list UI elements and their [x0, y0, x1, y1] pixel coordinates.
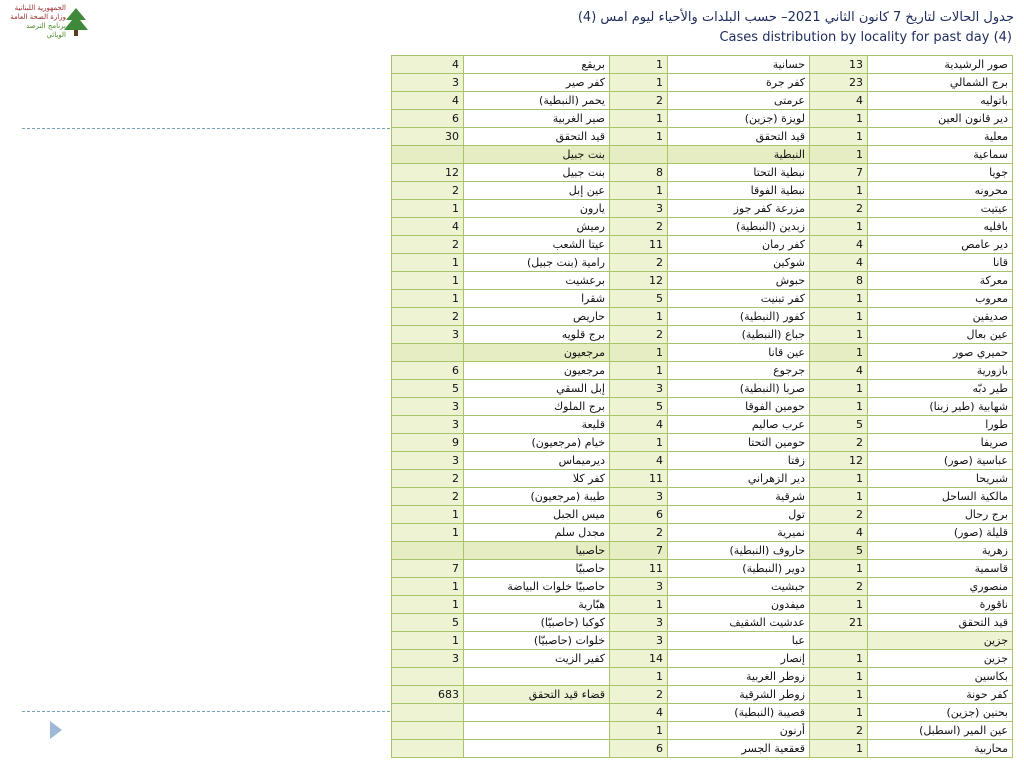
group1-count	[810, 632, 868, 650]
group2-count: 6	[610, 506, 668, 524]
group1-locality: قانا	[868, 254, 1013, 272]
group1-locality: شبريحا	[868, 470, 1013, 488]
group2-locality: صربا (النبطية)	[668, 380, 810, 398]
group1-locality: دير عامص	[868, 236, 1013, 254]
group1-locality: عين المير (اسطبل)	[868, 722, 1013, 740]
group2-count: 5	[610, 398, 668, 416]
group1-count: 2	[810, 200, 868, 218]
group1-locality: معركة	[868, 272, 1013, 290]
group3-count: 5	[392, 380, 464, 398]
group1-count: 4	[810, 236, 868, 254]
group3-count	[392, 722, 464, 740]
group1-locality: جزين	[868, 650, 1013, 668]
group3-count: 3	[392, 326, 464, 344]
group3-count: 6	[392, 362, 464, 380]
group3-locality	[464, 740, 610, 758]
group1-count: 2	[810, 578, 868, 596]
group2-count: 1	[610, 344, 668, 362]
group3-locality: برج قلويه	[464, 326, 610, 344]
group2-locality: حاروف (النبطية)	[668, 542, 810, 560]
group2-count: 3	[610, 632, 668, 650]
group1-count: 1	[810, 668, 868, 686]
table-row	[392, 488, 1013, 506]
table-row	[392, 380, 1013, 398]
group2-locality: حومين التحتا	[668, 434, 810, 452]
group3-count: 1	[392, 272, 464, 290]
table-row	[392, 524, 1013, 542]
table-row	[392, 218, 1013, 236]
title-english: Cases distribution by locality for past day (4)	[719, 30, 1012, 45]
group2-count: 1	[610, 74, 668, 92]
group1-locality: صديقين	[868, 308, 1013, 326]
group3-count: 2	[392, 488, 464, 506]
group3-locality: عيتا الشعب	[464, 236, 610, 254]
table-row	[392, 740, 1013, 758]
group3-locality: ميس الجبل	[464, 506, 610, 524]
group1-count: 1	[810, 470, 868, 488]
group1-count: 1	[810, 488, 868, 506]
group3-count: 2	[392, 308, 464, 326]
group2-count: 1	[610, 56, 668, 74]
group1-count: 1	[810, 344, 868, 362]
table-row	[392, 506, 1013, 524]
group1-locality: صور الرشيدية	[868, 56, 1013, 74]
table-row	[392, 326, 1013, 344]
group1-locality: عين بعال	[868, 326, 1013, 344]
group2-count: 8	[610, 164, 668, 182]
group3-count: 1	[392, 200, 464, 218]
group2-count: 11	[610, 470, 668, 488]
group1-count: 1	[810, 740, 868, 758]
group2-locality: حومين الفوقا	[668, 398, 810, 416]
group3-count: 1	[392, 506, 464, 524]
table-row	[392, 74, 1013, 92]
group2-count: 11	[610, 236, 668, 254]
logo-line-1: الجمهورية اللبنانية	[14, 4, 66, 12]
group1-locality: بافليه	[868, 218, 1013, 236]
group1-count: 1	[810, 308, 868, 326]
slide-arrow-icon	[50, 721, 62, 739]
group2-locality: تول	[668, 506, 810, 524]
group1-count: 1	[810, 704, 868, 722]
table-row	[392, 182, 1013, 200]
group1-count: 1	[810, 650, 868, 668]
group3-count: 3	[392, 398, 464, 416]
group1-count: 1	[810, 326, 868, 344]
group1-count: 1	[810, 128, 868, 146]
group1-locality: كفر حونة	[868, 686, 1013, 704]
table-row	[392, 308, 1013, 326]
group3-locality: عين إبل	[464, 182, 610, 200]
group1-locality: عيتيت	[868, 200, 1013, 218]
group2-count: 3	[610, 578, 668, 596]
group3-count: 2	[392, 236, 464, 254]
table-row	[392, 722, 1013, 740]
group2-locality: زفتا	[668, 452, 810, 470]
group1-locality: شهابية (طير زبنا)	[868, 398, 1013, 416]
group2-locality: زبدين (النبطية)	[668, 218, 810, 236]
table-row	[392, 128, 1013, 146]
table-row	[392, 560, 1013, 578]
group1-locality: بكاسين	[868, 668, 1013, 686]
group2-locality: عرب صاليم	[668, 416, 810, 434]
group2-count: 4	[610, 452, 668, 470]
group1-locality: بحنين (جزين)	[868, 704, 1013, 722]
group1-count: 2	[810, 434, 868, 452]
group3-count: 3	[392, 416, 464, 434]
group1-count: 12	[810, 452, 868, 470]
group3-count: 4	[392, 218, 464, 236]
group1-count: 2	[810, 506, 868, 524]
group3-locality: بنت جبيل	[464, 164, 610, 182]
group1-count: 1	[810, 182, 868, 200]
group2-count: 3	[610, 200, 668, 218]
group1-count: 21	[810, 614, 868, 632]
group2-locality: دير الزهراني	[668, 470, 810, 488]
group1-locality: معروب	[868, 290, 1013, 308]
group1-count: 1	[810, 290, 868, 308]
table-row	[392, 272, 1013, 290]
group2-count: 1	[610, 596, 668, 614]
group3-locality: مرجعيون	[464, 362, 610, 380]
group2-locality: شرقية	[668, 488, 810, 506]
group3-locality: شقرا	[464, 290, 610, 308]
group1-count: 5	[810, 416, 868, 434]
table-row	[392, 542, 1013, 560]
group1-locality: ناقورة	[868, 596, 1013, 614]
table-row	[392, 344, 1013, 362]
group1-count: 5	[810, 542, 868, 560]
group1-locality: قيد التحقق	[868, 614, 1013, 632]
group2-count: 1	[610, 668, 668, 686]
group3-count: 1	[392, 524, 464, 542]
group2-locality: دوير (النبطية)	[668, 560, 810, 578]
group2-count: 14	[610, 650, 668, 668]
group2-locality: قصيبة (النبطية)	[668, 704, 810, 722]
group2-count: 1	[610, 110, 668, 128]
group2-locality: قيد التحقق	[668, 128, 810, 146]
group3-locality: خيام (مرجعيون)	[464, 434, 610, 452]
group3-count: 9	[392, 434, 464, 452]
group3-count	[392, 704, 464, 722]
group2-count: 3	[610, 614, 668, 632]
group3-locality: برج الملوك	[464, 398, 610, 416]
group1-count: 4	[810, 92, 868, 110]
group1-locality: حميري صور	[868, 344, 1013, 362]
group3-count	[392, 344, 464, 362]
group3-count: 12	[392, 164, 464, 182]
group3-count: 1	[392, 632, 464, 650]
group1-count: 4	[810, 524, 868, 542]
group1-count: 1	[810, 560, 868, 578]
group1-locality: محاربية	[868, 740, 1013, 758]
group1-count: 1	[810, 110, 868, 128]
table-row	[392, 290, 1013, 308]
group1-locality: معلية	[868, 128, 1013, 146]
group2-locality: جباع (النبطية)	[668, 326, 810, 344]
group2-count	[610, 146, 668, 164]
group2-locality: عين قانا	[668, 344, 810, 362]
group1-locality: محرونه	[868, 182, 1013, 200]
group1-locality: برج الشمالي	[868, 74, 1013, 92]
table-row	[392, 236, 1013, 254]
group3-locality: حاريص	[464, 308, 610, 326]
table-row	[392, 416, 1013, 434]
table-row	[392, 704, 1013, 722]
group1-count: 13	[810, 56, 868, 74]
group3-locality: كفر صير	[464, 74, 610, 92]
group3-count: 3	[392, 650, 464, 668]
group1-count: 1	[810, 398, 868, 416]
group1-count: 1	[810, 218, 868, 236]
group3-count: 5	[392, 614, 464, 632]
group2-count: 6	[610, 740, 668, 758]
group2-locality: إنصار	[668, 650, 810, 668]
group3-count: 1	[392, 578, 464, 596]
table-row	[392, 434, 1013, 452]
table-row	[392, 596, 1013, 614]
group3-locality: يارون	[464, 200, 610, 218]
group2-count: 12	[610, 272, 668, 290]
group3-locality: مجدل سلم	[464, 524, 610, 542]
group3-locality: هبّارية	[464, 596, 610, 614]
group2-locality: عبا	[668, 632, 810, 650]
group3-count	[392, 542, 464, 560]
group1-locality: عباسية (صور)	[868, 452, 1013, 470]
group1-locality: زهرية	[868, 542, 1013, 560]
group3-locality: قيد التحقق	[464, 128, 610, 146]
group2-locality: جبشيت	[668, 578, 810, 596]
group3-locality	[464, 668, 610, 686]
group3-locality: قليعة	[464, 416, 610, 434]
table-row	[392, 398, 1013, 416]
group2-count: 3	[610, 380, 668, 398]
table-row	[392, 578, 1013, 596]
group2-locality: كفور (النبطية)	[668, 308, 810, 326]
group3-locality: رميش	[464, 218, 610, 236]
group2-count: 2	[610, 254, 668, 272]
table-row	[392, 92, 1013, 110]
group2-count: 11	[610, 560, 668, 578]
group2-locality: نبطية الفوقا	[668, 182, 810, 200]
group1-count: 1	[810, 380, 868, 398]
group3-locality: برعشيت	[464, 272, 610, 290]
group3-locality: صير الغربية	[464, 110, 610, 128]
group3-locality: كوكبا (حاصبيّا)	[464, 614, 610, 632]
group2-locality: كفر تبنيت	[668, 290, 810, 308]
group2-locality: لويزة (جزين)	[668, 110, 810, 128]
group1-locality: قليلة (صور)	[868, 524, 1013, 542]
group3-locality: كفر كلا	[464, 470, 610, 488]
table-row	[392, 200, 1013, 218]
group2-count: 1	[610, 182, 668, 200]
table-row	[392, 254, 1013, 272]
group1-count: 4	[810, 362, 868, 380]
group2-count: 2	[610, 218, 668, 236]
group3-locality	[464, 704, 610, 722]
table-row	[392, 56, 1013, 74]
group1-locality: منصوري	[868, 578, 1013, 596]
ministry-logo-text	[6, 4, 66, 40]
group3-count: 1	[392, 254, 464, 272]
group3-count	[392, 668, 464, 686]
group3-locality: مرجعيون	[464, 344, 610, 362]
group3-locality: إبل السقي	[464, 380, 610, 398]
logo-line-3: برنامج الترصد الوبائي	[25, 22, 66, 39]
group3-locality: حاصبيّا	[464, 560, 610, 578]
group2-locality: كفر جرة	[668, 74, 810, 92]
group3-count: 3	[392, 74, 464, 92]
group3-count	[392, 740, 464, 758]
group1-locality: طورا	[868, 416, 1013, 434]
group2-count: 1	[610, 308, 668, 326]
group2-count: 1	[610, 362, 668, 380]
group1-locality: باتوليه	[868, 92, 1013, 110]
table-row	[392, 686, 1013, 704]
group1-locality: جويا	[868, 164, 1013, 182]
group1-count: 4	[810, 254, 868, 272]
group2-locality: النبطية	[668, 146, 810, 164]
group1-count: 23	[810, 74, 868, 92]
group2-locality: زوطر الغربية	[668, 668, 810, 686]
group1-count: 7	[810, 164, 868, 182]
table-row	[392, 650, 1013, 668]
group1-count: 1	[810, 146, 868, 164]
group2-count: 1	[610, 722, 668, 740]
group2-locality: حبوش	[668, 272, 810, 290]
table-row	[392, 668, 1013, 686]
group1-count: 1	[810, 686, 868, 704]
table-row	[392, 146, 1013, 164]
group3-count	[392, 146, 464, 164]
group2-locality: قعقعية الجسر	[668, 740, 810, 758]
group2-count: 2	[610, 686, 668, 704]
title-arabic: جدول الحالات لتاريخ 7 كانون الثاني 2021– حسب البلدات والأحياء ليوم امس (4)	[577, 10, 1014, 25]
group2-count: 1	[610, 128, 668, 146]
group3-locality: بنت جبيل	[464, 146, 610, 164]
table-row	[392, 164, 1013, 182]
group1-locality: طير دبّه	[868, 380, 1013, 398]
group3-count: 7	[392, 560, 464, 578]
group3-count: 30	[392, 128, 464, 146]
group1-count: 8	[810, 272, 868, 290]
table-row	[392, 632, 1013, 650]
group2-locality: كفر رمان	[668, 236, 810, 254]
group2-count: 2	[610, 524, 668, 542]
group2-locality: نبطية التحتا	[668, 164, 810, 182]
table-row	[392, 362, 1013, 380]
group3-locality: حاصبيا	[464, 542, 610, 560]
group3-count: 2	[392, 470, 464, 488]
group2-locality: عرمتى	[668, 92, 810, 110]
group1-locality: بازورية	[868, 362, 1013, 380]
group2-count: 7	[610, 542, 668, 560]
group3-locality: خلوات (حاصبيّا)	[464, 632, 610, 650]
group3-locality: حاصبيّا خلوات البياضة	[464, 578, 610, 596]
group3-locality: بريقع	[464, 56, 610, 74]
table-row	[392, 110, 1013, 128]
table-row	[392, 452, 1013, 470]
group2-locality: شوكين	[668, 254, 810, 272]
cases-table-body	[392, 56, 1013, 758]
group2-count: 4	[610, 704, 668, 722]
group2-locality: زوطر الشرقية	[668, 686, 810, 704]
group2-locality: مزرعة كفر جوز	[668, 200, 810, 218]
group2-locality: أرنون	[668, 722, 810, 740]
group3-count: 4	[392, 56, 464, 74]
table-row	[392, 614, 1013, 632]
table-row	[392, 470, 1013, 488]
group3-locality: رامية (بنت جبيل)	[464, 254, 610, 272]
slide-divider-top	[22, 128, 390, 129]
group1-locality: مالكية الساحل	[868, 488, 1013, 506]
cases-table	[391, 55, 1013, 758]
group1-locality: قاسمية	[868, 560, 1013, 578]
slide-divider-bottom	[22, 711, 390, 712]
group3-locality: يحمر (النبطية)	[464, 92, 610, 110]
group1-locality: صريفا	[868, 434, 1013, 452]
group3-count: 6	[392, 110, 464, 128]
group2-count: 3	[610, 488, 668, 506]
group3-locality: قضاء قيد التحقق	[464, 686, 610, 704]
group1-count: 2	[810, 722, 868, 740]
group3-count: 1	[392, 290, 464, 308]
group3-count: 683	[392, 686, 464, 704]
group2-locality: نميرية	[668, 524, 810, 542]
group3-count: 3	[392, 452, 464, 470]
group3-count: 1	[392, 596, 464, 614]
group2-locality: عدشيت الشقيف	[668, 614, 810, 632]
group3-locality: ديرميماس	[464, 452, 610, 470]
group3-locality: طيبة (مرجعيون)	[464, 488, 610, 506]
group1-locality: جزين	[868, 632, 1013, 650]
group3-count: 2	[392, 182, 464, 200]
group2-locality: جرجوع	[668, 362, 810, 380]
group1-locality: برج رحال	[868, 506, 1013, 524]
group2-count: 4	[610, 416, 668, 434]
group3-count: 4	[392, 92, 464, 110]
logo-line-2: وزارة الصحة العامة	[10, 13, 66, 21]
group1-count: 1	[810, 596, 868, 614]
group2-count: 2	[610, 326, 668, 344]
group1-locality: دير قانون العين	[868, 110, 1013, 128]
group2-count: 5	[610, 290, 668, 308]
group2-count: 1	[610, 434, 668, 452]
group1-locality: سماعية	[868, 146, 1013, 164]
group2-locality: ميفدون	[668, 596, 810, 614]
group2-locality: حسانية	[668, 56, 810, 74]
group3-locality: كفير الزيت	[464, 650, 610, 668]
group2-count: 2	[610, 92, 668, 110]
group3-locality	[464, 722, 610, 740]
